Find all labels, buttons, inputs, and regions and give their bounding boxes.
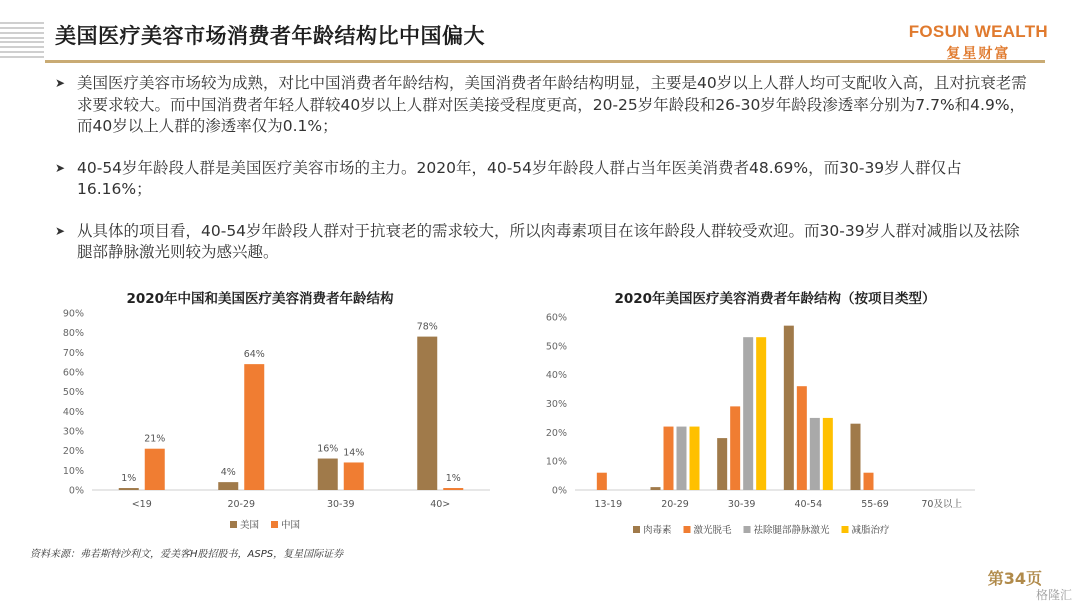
data-label: 21% (144, 433, 166, 445)
page-title: 美国医疗美容市场消费者年龄结构比中国偏大 (55, 24, 485, 48)
bar (218, 482, 238, 490)
bar (417, 337, 437, 490)
legend-label: 激光脱毛 (693, 525, 732, 536)
bar (756, 337, 766, 490)
legend-swatch (271, 521, 278, 528)
y-tick-label: 50% (545, 341, 567, 353)
bar (784, 326, 794, 490)
logo-text-cn: 复星财富 (946, 46, 1011, 62)
y-tick-label: 30% (545, 399, 567, 410)
x-tick-label: 20-29 (661, 499, 689, 510)
y-tick-label: 20% (545, 427, 567, 439)
data-label: 4% (220, 467, 236, 479)
x-tick-label: 55-69 (861, 499, 889, 510)
bar (597, 473, 607, 490)
data-label: 16% (317, 443, 339, 455)
bar (443, 488, 463, 490)
data-label: 1% (445, 473, 461, 485)
bar (810, 418, 820, 490)
legend-label: 美国 (240, 520, 260, 531)
y-tick-label: 10% (545, 456, 567, 468)
bullet-item (55, 73, 1035, 138)
y-tick-label: 0% (551, 485, 567, 497)
bar (743, 337, 753, 490)
bar (119, 488, 139, 490)
header-stripes (0, 22, 44, 58)
bar (664, 427, 674, 490)
x-tick-label: 20-29 (227, 499, 256, 510)
x-tick-label: 40> (430, 499, 451, 510)
bar (677, 427, 687, 490)
legend-swatch (842, 526, 849, 533)
chart-title: 2020年美国医疗美容消费者年龄结构（按项目类型） (614, 291, 936, 307)
watermark: 格隆汇 (1035, 588, 1072, 602)
legend-swatch (684, 526, 691, 533)
data-label: 1% (121, 473, 137, 485)
chart-title: 2020年中国和美国医疗美容消费者年龄结构 (126, 291, 394, 307)
bullet-text: 美国医疗美容市场较为成熟，对比中国消费者年龄结构，美国消费者年龄结构明显，主要是40岁以上人群人均可支配收入高，且对抗衰老需求要求较大。而中国消费者年轻人群较40岁以上人群对医美接受程度更高，20-25岁年龄段和26-30岁年龄段渗透率分别为7.7%和4.9%，而40岁以上人群的渗透率仅为0.1%； (77, 74, 1027, 135)
bullet-text: 40-54岁年龄段人群是美国医疗美容市场的主力。2020年，40-54岁年龄段人群占当年医美消费者48.69%，而30-39岁人群仅占16.16%； (77, 158, 962, 198)
bar (851, 424, 861, 490)
y-tick-label: 60% (62, 367, 84, 379)
y-tick-label: 40% (62, 406, 84, 418)
legend-swatch (230, 521, 237, 528)
bar (651, 487, 661, 490)
y-tick-label: 20% (62, 446, 84, 458)
legend-label: 肉毒素 (643, 525, 672, 536)
chart-2-svg (535, 285, 1065, 545)
bullet-item (55, 158, 1035, 201)
legend-swatch (633, 526, 640, 533)
data-label: 14% (343, 447, 365, 459)
bar (690, 427, 700, 490)
y-tick-label: 30% (62, 426, 84, 438)
arrow-bullet-icon: ➤ (55, 223, 66, 238)
bullet-list (55, 73, 1035, 284)
legend-label: 减脂治疗 (851, 525, 890, 536)
page-number: 第34页 (987, 569, 1042, 588)
y-tick-label: 60% (545, 312, 567, 324)
x-tick-label: 30-39 (326, 499, 355, 510)
y-tick-label: 10% (62, 465, 84, 477)
x-tick-label: <19 (131, 499, 152, 510)
logo-text-en: FOSUN WEALTH (908, 22, 1048, 41)
y-tick-label: 90% (62, 308, 84, 320)
arrow-bullet-icon: ➤ (55, 160, 66, 175)
brand-logo (909, 22, 1048, 63)
bar (244, 364, 264, 490)
bar (730, 406, 740, 490)
bar (318, 459, 338, 490)
x-tick-label: 70及以上 (921, 499, 962, 510)
chart-us-age-structure-by-procedure (535, 285, 1065, 545)
chart-china-us-age-structure (40, 285, 500, 535)
data-label: 64% (243, 349, 265, 361)
title-divider (45, 60, 1045, 63)
bar (344, 462, 364, 490)
y-tick-label: 40% (545, 370, 567, 382)
x-tick-label: 13-19 (594, 499, 623, 510)
arrow-bullet-icon: ➤ (55, 76, 66, 90)
chart-1-svg (40, 285, 500, 535)
bar (823, 418, 833, 490)
bar (145, 449, 165, 490)
bullet-text: 从具体的项目看，40-54岁年龄段人群对于抗衰老的需求较大，所以肉毒素项目在该年龄段人群较受欢迎。而30-39岁人群对减脂以及祛除腿部静脉激光则较为感兴趣。 (77, 221, 1020, 261)
y-tick-label: 50% (62, 387, 84, 399)
x-tick-label: 40-54 (794, 499, 823, 510)
x-tick-label: 30-39 (727, 499, 756, 510)
y-tick-label: 70% (62, 347, 84, 359)
bar (797, 386, 807, 490)
y-tick-label: 80% (62, 328, 84, 340)
data-label: 78% (416, 321, 438, 333)
bullet-item (55, 221, 1035, 264)
y-tick-label: 0% (68, 485, 84, 497)
legend-swatch (744, 526, 751, 533)
bar (864, 473, 874, 490)
source-note: 资料来源：弗若斯特沙利文，爱美客H股招股书，ASPS，复星国际证券 (30, 549, 344, 560)
bar (717, 438, 727, 490)
legend-label: 中国 (281, 520, 301, 531)
legend-label: 祛除腿部静脉激光 (753, 525, 830, 536)
